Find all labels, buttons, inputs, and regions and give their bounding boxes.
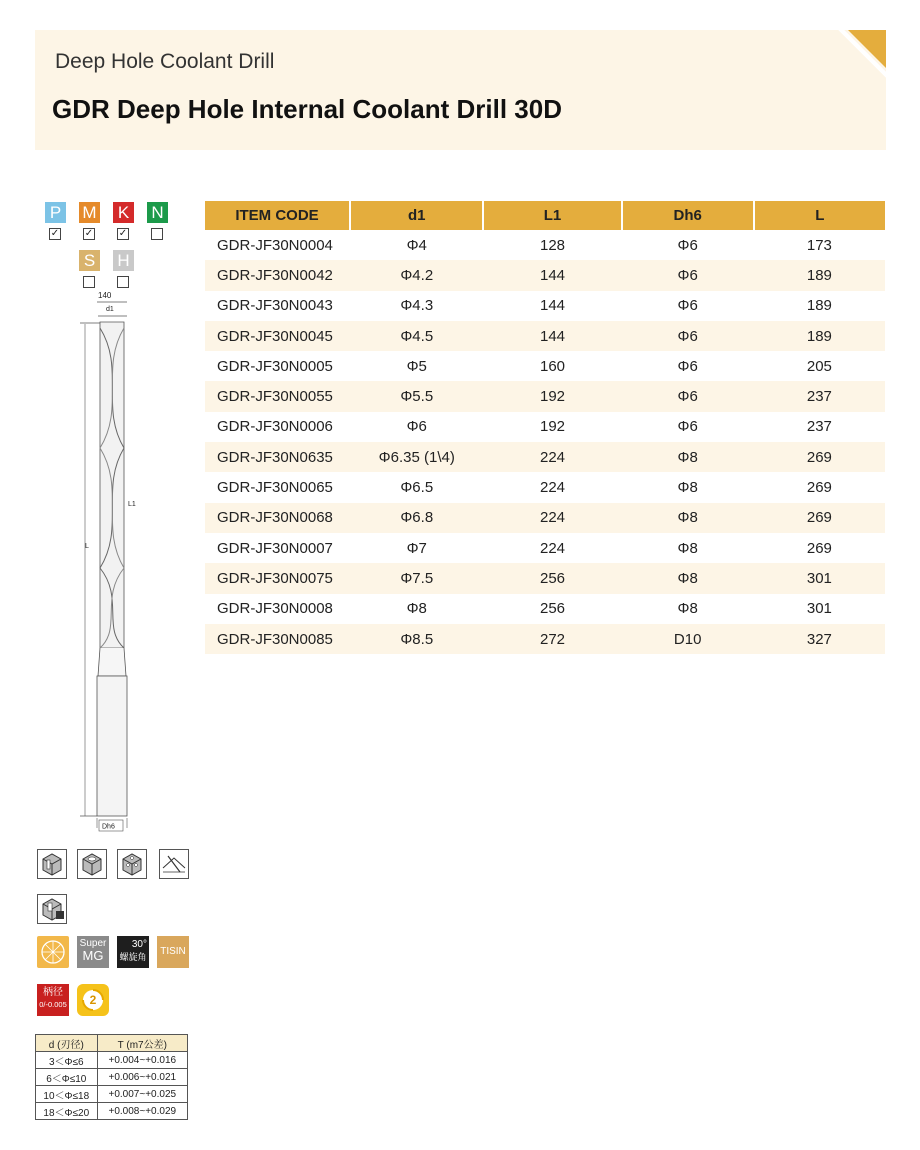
cell-L: 269 — [754, 442, 885, 472]
cell-Dh6: Φ6 — [677, 236, 698, 254]
dim-140-label: 140 — [98, 291, 112, 300]
cell-Dh6: Φ6 — [677, 357, 698, 375]
cell-item-code: GDR-JF30N0007 — [217, 539, 333, 557]
cell-item-code: GDR-JF30N0043 — [217, 297, 333, 315]
tolerance-range: 18＜Φ≤20 — [36, 1103, 98, 1120]
table-row — [205, 594, 885, 624]
table-row — [205, 472, 885, 502]
cell-Dh6: Φ8 — [677, 479, 698, 497]
helix-angle-badge — [117, 936, 149, 968]
cell-Dh6: Φ6 — [622, 260, 754, 290]
table-row — [205, 351, 885, 381]
multi-hole-icon — [117, 849, 147, 879]
cell-Dh6: Φ6 — [677, 297, 698, 315]
tolerance-range: 3＜Φ≤6 — [36, 1052, 98, 1069]
tolerance-value: +0.006~+0.021 — [97, 1069, 187, 1086]
material-k-badge: K — [113, 202, 134, 223]
helix-angle-value: 30° — [131, 939, 147, 950]
point-angle-icon — [37, 936, 69, 968]
tolerance-header — [36, 1035, 188, 1052]
material-k-checkbox: ✓ — [118, 228, 128, 239]
header-L1: L1 — [483, 201, 621, 230]
cell-L1: 144 — [483, 321, 621, 351]
page-subtitle: Deep Hole Coolant Drill — [55, 50, 275, 73]
coolant-hole-icon — [37, 894, 67, 924]
cell-item-code: GDR-JF30N0045 — [205, 321, 350, 351]
cell-item-code: GDR-JF30N0008 — [217, 600, 333, 618]
table-row — [205, 230, 885, 260]
material-h-checkbox — [117, 276, 129, 288]
cell-L: 327 — [754, 624, 885, 654]
cell-item-code: GDR-JF30N0004 — [217, 236, 333, 254]
header-Dh6: Dh6 — [622, 201, 754, 230]
cell-L1: 128 — [539, 236, 566, 254]
cell-L: 205 — [806, 357, 832, 375]
cell-Dh6: Φ8 — [622, 563, 754, 593]
cell-d1: Φ6 — [406, 418, 427, 436]
super-mg-badge — [77, 936, 109, 968]
table-row — [205, 442, 885, 472]
cell-L: 269 — [806, 479, 832, 497]
header-banner — [35, 30, 886, 150]
cell-Dh6: Φ6 — [622, 381, 754, 411]
cell-Dh6: Φ8 — [677, 539, 698, 557]
helix-angle-text: 螺旋角 — [119, 952, 147, 962]
table-row — [205, 381, 885, 411]
cell-item-code: GDR-JF30N0075 — [205, 563, 350, 593]
cell-L1: 224 — [483, 442, 621, 472]
material-h-badge: H — [113, 250, 134, 271]
cell-L1: 224 — [483, 503, 621, 533]
table-row — [205, 503, 885, 533]
material-n-badge: N — [147, 202, 168, 223]
cell-L: 173 — [806, 236, 832, 254]
cell-item-code: GDR-JF30N0635 — [205, 442, 350, 472]
table-row — [36, 1069, 188, 1086]
cell-L1: 192 — [539, 418, 566, 436]
cell-L: 189 — [754, 321, 885, 351]
cell-L: 189 — [806, 297, 832, 315]
cell-L: 301 — [754, 563, 885, 593]
tolerance-header-d: d (刃径) — [36, 1035, 98, 1052]
cell-L: 237 — [806, 418, 832, 436]
cell-d1: Φ5 — [406, 357, 427, 375]
cell-L: 269 — [754, 503, 885, 533]
cell-d1: Φ6.8 — [350, 503, 483, 533]
cell-L: 269 — [806, 539, 832, 557]
cell-item-code: GDR-JF30N0065 — [217, 479, 333, 497]
material-m-checkbox: ✓ — [84, 228, 94, 239]
cell-d1: Φ8 — [406, 600, 427, 618]
cell-d1: Φ6.35 (1\4) — [350, 442, 483, 472]
drill-drawing — [70, 288, 150, 833]
coating-badge: TISIN — [157, 936, 189, 968]
flute-count: 2 — [89, 993, 97, 1007]
shank-tolerance-value: 0/-0.005 — [39, 1000, 67, 1009]
cell-d1: Φ4.3 — [400, 297, 434, 315]
table-row — [205, 563, 885, 593]
flute-count-badge — [77, 984, 109, 1016]
cell-item-code: GDR-JF30N0085 — [205, 624, 350, 654]
cell-d1: Φ4 — [406, 236, 427, 254]
tolerance-value: +0.004~+0.016 — [97, 1052, 187, 1069]
cell-Dh6: Φ8 — [622, 503, 754, 533]
cell-L: 301 — [806, 600, 832, 618]
tolerance-value: +0.007~+0.025 — [97, 1086, 187, 1103]
table-row — [205, 321, 885, 351]
corner-triangle — [848, 30, 886, 68]
cell-Dh6: Φ8 — [677, 600, 698, 618]
spec-table-header — [205, 201, 885, 230]
tolerance-table — [35, 1034, 188, 1120]
table-row — [205, 260, 885, 290]
cell-d1: Φ5.5 — [350, 381, 483, 411]
dim-L1-label: L1 — [128, 501, 136, 508]
cell-Dh6: Φ6 — [677, 418, 698, 436]
through-hole-icon — [37, 849, 67, 879]
material-m-badge: M — [79, 202, 100, 223]
cell-d1: Φ4.5 — [350, 321, 483, 351]
cell-item-code: GDR-JF30N0068 — [205, 503, 350, 533]
table-row — [205, 412, 885, 442]
shank-tolerance-badge — [37, 984, 69, 1016]
super-mg-top-label: Super — [79, 938, 107, 949]
material-p-badge: P — [45, 202, 66, 223]
inclined-surface-icon — [159, 849, 189, 879]
cell-L: 189 — [754, 260, 885, 290]
tolerance-header-t: T (m7公差) — [97, 1035, 187, 1052]
cell-d1: Φ4.2 — [350, 260, 483, 290]
page-title: GDR Deep Hole Internal Coolant Drill 30D — [52, 94, 562, 124]
cell-d1: Φ8.5 — [350, 624, 483, 654]
cell-d1: Φ7 — [406, 539, 427, 557]
table-row — [205, 291, 885, 321]
material-s-badge: S — [79, 250, 100, 271]
table-row — [36, 1103, 188, 1120]
cell-Dh6: Φ8 — [622, 442, 754, 472]
spec-table — [205, 201, 885, 654]
cell-d1: Φ7.5 — [350, 563, 483, 593]
cell-item-code: GDR-JF30N0005 — [217, 357, 333, 375]
tolerance-range: 10＜Φ≤18 — [36, 1086, 98, 1103]
table-row — [36, 1052, 188, 1069]
cell-L1: 272 — [483, 624, 621, 654]
cell-Dh6: D10 — [622, 624, 754, 654]
header-item-code: ITEM CODE — [205, 201, 350, 230]
material-s-checkbox — [83, 276, 95, 288]
table-row — [36, 1086, 188, 1103]
cell-L1: 144 — [483, 260, 621, 290]
header-L: L — [754, 201, 885, 230]
cell-d1: Φ6.5 — [400, 479, 434, 497]
dim-L-label: L — [85, 543, 89, 550]
dim-Dh6-label: Dh6 — [102, 823, 115, 831]
table-row — [205, 533, 885, 563]
cell-L1: 192 — [483, 381, 621, 411]
material-p-checkbox: ✓ — [50, 228, 60, 239]
cell-Dh6: Φ6 — [622, 321, 754, 351]
blind-hole-icon — [77, 849, 107, 879]
cell-item-code: GDR-JF30N0006 — [217, 418, 333, 436]
super-mg-bottom-label: MG — [82, 948, 104, 963]
header-d1: d1 — [350, 201, 483, 230]
cell-item-code: GDR-JF30N0042 — [205, 260, 350, 290]
cell-item-code: GDR-JF30N0055 — [205, 381, 350, 411]
cell-L1: 144 — [539, 297, 566, 315]
table-row — [205, 624, 885, 654]
cell-L: 237 — [754, 381, 885, 411]
tolerance-value: +0.008~+0.029 — [97, 1103, 187, 1120]
dim-d1-label: d1 — [106, 306, 114, 313]
tolerance-range: 6＜Φ≤10 — [36, 1069, 98, 1086]
cell-L1: 224 — [539, 539, 566, 557]
cell-L1: 256 — [483, 563, 621, 593]
cell-L1: 160 — [539, 357, 566, 375]
cell-L1: 224 — [539, 479, 566, 497]
cell-L1: 256 — [539, 600, 566, 618]
material-n-checkbox — [151, 228, 163, 240]
shank-label: 柄径 — [43, 987, 63, 998]
